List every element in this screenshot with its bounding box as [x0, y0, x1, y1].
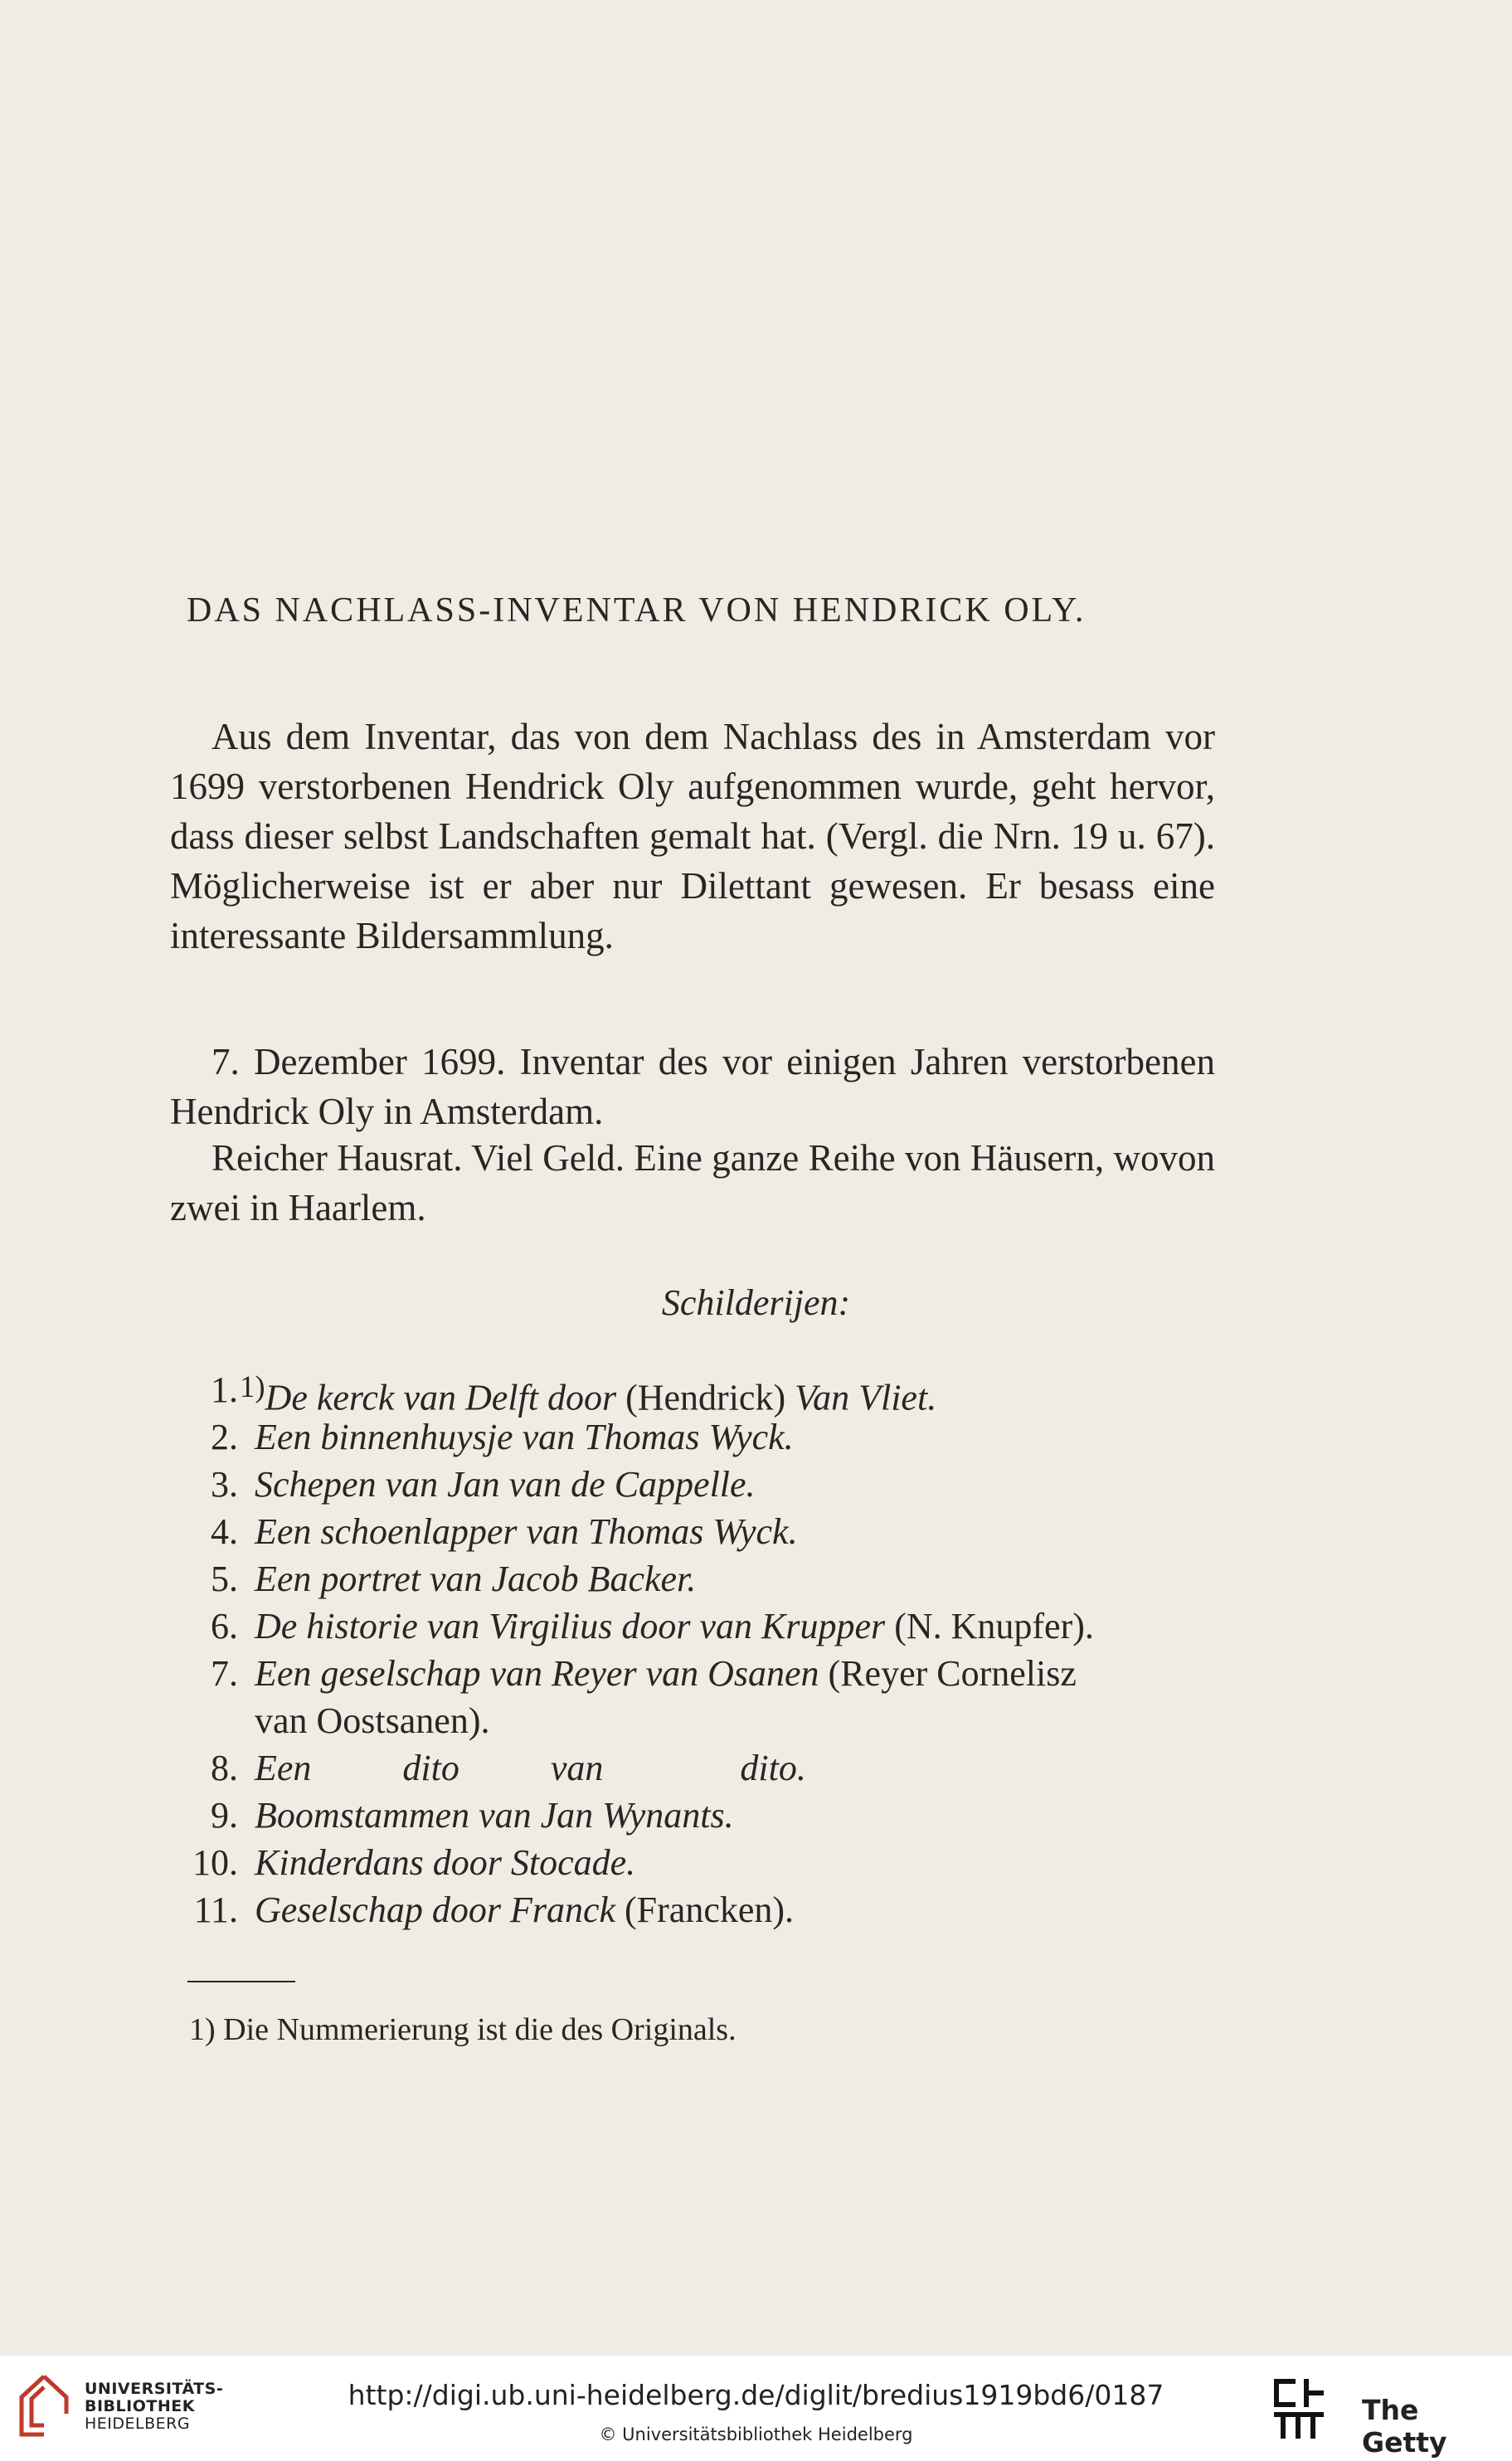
list-item: [178, 1794, 1257, 1841]
list-item: [178, 1841, 1257, 1889]
footnote: 1) Die Nummerierung ist die des Originals.: [189, 2012, 737, 2047]
item-entry: De historie van Virgilius door van Krupper (N. Knupfer).: [255, 1606, 1094, 1646]
list-item: [178, 1652, 1257, 1700]
list-item: [178, 1369, 1257, 1416]
getty-logo-icon: [1271, 2374, 1329, 2442]
item-number: 11.: [193, 1890, 238, 1930]
list-item: [178, 1889, 1257, 1936]
list-item: [178, 1558, 1257, 1605]
list-item: [178, 1510, 1257, 1558]
footer-bar: [0, 2356, 1512, 2461]
item-entry: Een geselschap van Reyer van Osanen (Reyer Cornelisz: [255, 1653, 1077, 1694]
list-item: [178, 1463, 1257, 1510]
item-number: 7.: [211, 1653, 238, 1694]
page-title: DAS NACHLASS-INVENTAR VON HENDRICK OLY.: [187, 591, 1087, 630]
household-paragraph: Reicher Hausrat. Viel Geld. Eine ganze Reihe von Häusern, wovon zwei in Haarlem.: [170, 1137, 1215, 1228]
item-number: 4.: [211, 1511, 238, 1552]
item-number: 8.: [211, 1748, 238, 1788]
item-entry: $^{1)}$De kerck van Delft door (Hendrick) Van Vliet.: [240, 1369, 937, 1418]
list-item: [178, 1700, 1257, 1747]
getty-label: The Getty: [1362, 2394, 1447, 2459]
item-entry: Boomstammen van Jan Wynants.: [255, 1795, 734, 1836]
intro-paragraph: Aus dem Inventar, das von dem Nachlass des in Amsterdam vor 1699 verstorbenen Hendrick Oly aufgenommen wurde, geht hervor, dass dieser selbst Landschaften gemalt hat. (Vergl. die Nrn. 19 u. 67). Möglicherweise ist er aber nur Dilettant gewesen. Er besass eine interessante Bildersammlung.: [170, 716, 1215, 956]
item-entry: Schepen van Jan van de Cappelle.: [255, 1464, 756, 1505]
copyright-notice: © Universitätsbibliothek Heidelberg: [599, 2425, 913, 2444]
list-item: [178, 1416, 1257, 1463]
item-entry: Kinderdans door Stocade.: [255, 1842, 636, 1883]
item-number: 9.: [211, 1795, 238, 1836]
item-number: 1.: [211, 1369, 238, 1410]
permalink-url[interactable]: http://digi.ub.uni-heidelberg.de/diglit/bredius1919bd6/0187: [348, 2379, 1164, 2411]
item-entry: Een portret van Jacob Backer.: [255, 1559, 697, 1599]
item-number: 6.: [211, 1606, 238, 1646]
footnote-rule: [187, 1981, 295, 1982]
item-entry: van Oostsanen).: [255, 1700, 490, 1741]
date-paragraph: 7. Dezember 1699. Inventar des vor einigen Jahren verstorbenen Hendrick Oly in Amsterdam.: [170, 1041, 1215, 1132]
item-entry: Een schoenlapper van Thomas Wyck.: [255, 1511, 798, 1552]
list-item: [178, 1605, 1257, 1652]
item-number: 10.: [192, 1842, 238, 1883]
item-number: 2.: [211, 1417, 238, 1457]
painting-list: [178, 1369, 1257, 1936]
footnote-marker: 1): [240, 1369, 265, 1403]
section-heading: Schilderijen:: [661, 1282, 851, 1323]
library-name: UNIVERSITÄTS- BIBLIOTHEK HEIDELBERG: [85, 2380, 224, 2433]
item-entry: Een binnenhuysje van Thomas Wyck.: [255, 1417, 794, 1457]
item-number: 5.: [211, 1559, 238, 1599]
item-entry: Een dito van dito.: [255, 1748, 806, 1788]
item-number: 3.: [211, 1464, 238, 1505]
item-entry: Geselschap door Franck (Francken).: [255, 1890, 795, 1930]
list-item: [178, 1747, 1257, 1794]
